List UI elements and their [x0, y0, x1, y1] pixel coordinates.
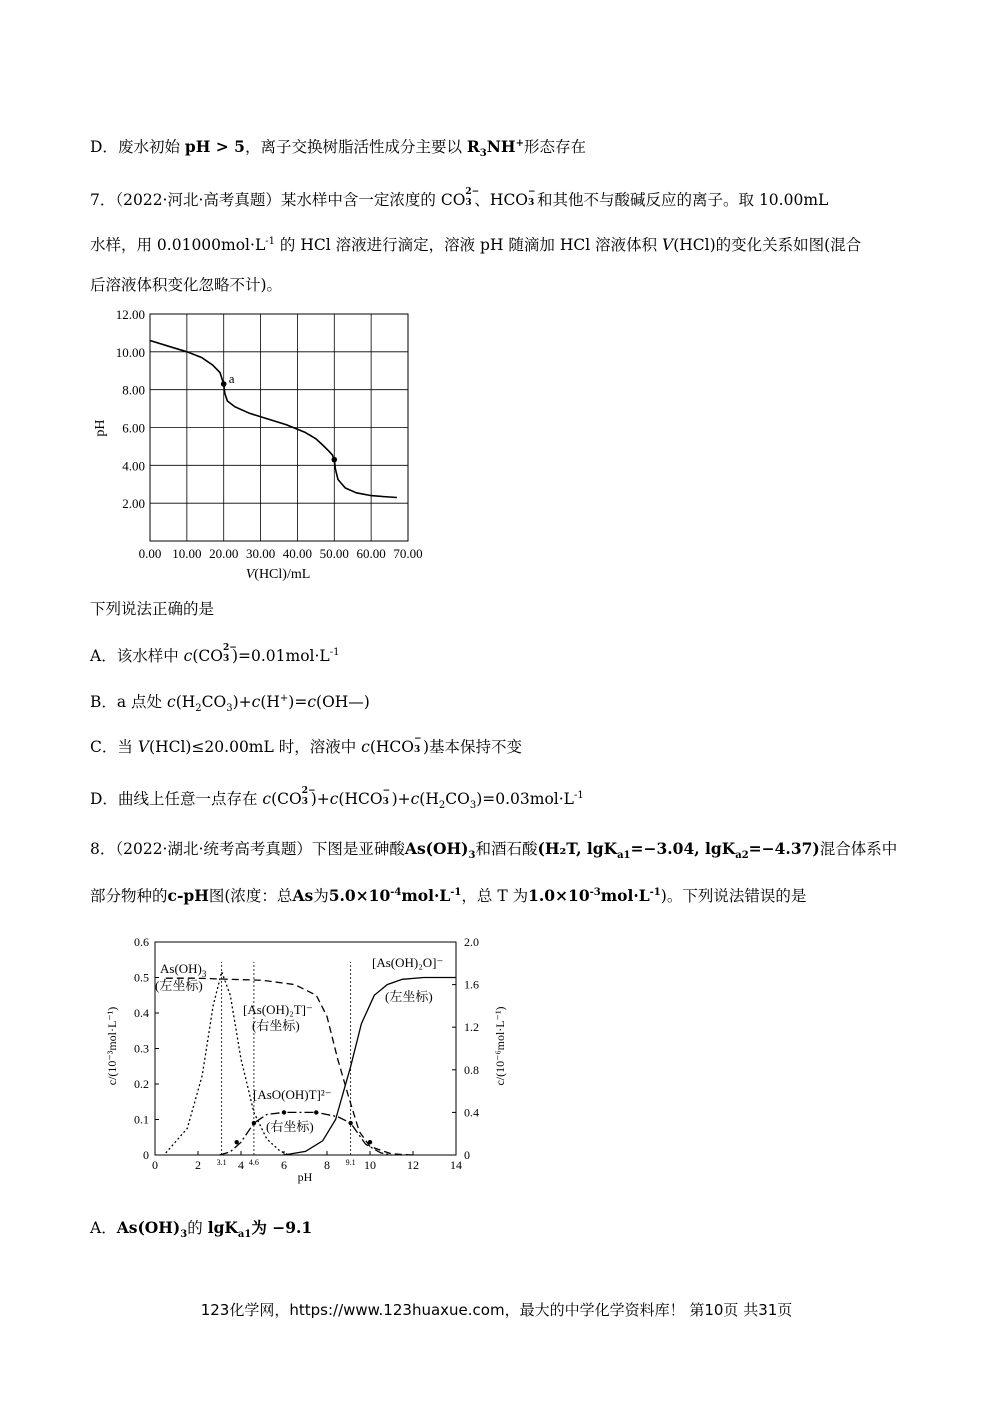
chart2-xtick-extra: 4.6: [248, 1158, 259, 1167]
label-asoh2o-axis: (左坐标): [385, 989, 433, 1004]
titration-chart: [90, 300, 440, 590]
chart2-xtick: 0: [152, 1158, 158, 1172]
q7-option-a: A．该水样中 c(CO 2− 3 )$=0.01mol\cdot L^{-1}$: [90, 643, 340, 665]
chart2-ylabel-right: c/(10⁻⁶mol·L⁻¹): [493, 1006, 507, 1086]
chart1-xlabel: V(HCl)/mL: [245, 567, 311, 582]
chart2-xtick: 10: [364, 1158, 376, 1172]
q7-option-b: B．a 点处 $c(H_2CO_3)+c(H^+)=c(OH—)$: [90, 692, 370, 715]
chart1-point: [221, 381, 227, 387]
chart2-ytick-right: 1.6: [464, 977, 479, 992]
chart1-xtick: 10.00: [172, 546, 202, 561]
chart2-xtick: 2: [195, 1158, 201, 1172]
chart1-ytick: 6.00: [122, 420, 145, 436]
chart2-ytick-left: 0.6: [134, 935, 149, 949]
label-asooht: [AsO(OH)T]²⁻: [253, 1087, 332, 1102]
chart2-xtick: 4: [238, 1158, 244, 1172]
chart2-point: [252, 1121, 256, 1125]
chart1-xtick: 50.00: [319, 546, 349, 561]
chart2-xtick-extra: 9.1: [345, 1158, 356, 1167]
q7-stem-line3: 后溶液体积变化忽略不计)。: [90, 276, 283, 294]
chart1-ytick: 2.00: [122, 496, 145, 512]
chart1-xtick: 40.00: [282, 546, 313, 561]
chart2-xtick: 14: [450, 1158, 462, 1172]
chart2-ytick-right: 0.8: [464, 1062, 479, 1077]
q8-stem-line2: 部分物种的c-pH图(浓度：总As为$5.0\times 10^{-4}mol\cdot L^{-1}$，总 T 为$1.0\times 10^{-3}mol\cdot L^{-1}$)。下列说法错误的是: [90, 886, 807, 905]
chart2-ytick-left: 0.1: [134, 1112, 149, 1127]
q7-question: 下列说法正确的是: [90, 600, 215, 618]
q7-stem-line2: 水样，用 $0.01000mol\cdot L^{-1}$ 的 HCl 溶液进行滴定，溶液 pH 随滴加 HCl 溶液体积 V(HCl)的变化关系如图(混合: [90, 235, 862, 254]
chart2-xlabel: pH: [297, 1170, 313, 1184]
label-asoh2t: [As(OH)₂T]⁻: [243, 1002, 313, 1017]
q7-stem-line1: 7．（2022·河北·高考真题）某水样中含一定浓度的 CO 2− 3 、HCO − 3 和其他不与酸碱反应的离子。取 10.00mL: [90, 187, 829, 209]
chart1-ytick: 8.00: [122, 382, 145, 398]
chart1-xtick: 30.00: [245, 546, 276, 561]
chart2-point: [282, 1110, 286, 1114]
label-asooht-axis: (右坐标): [266, 1119, 314, 1134]
chart1-point-label: a: [228, 370, 235, 386]
chart1-xtick: 0.00: [138, 546, 162, 561]
chart2-ytick-left: 0.5: [134, 970, 149, 985]
label-asoh2o: [As(OH)₂O]⁻: [372, 955, 444, 970]
label-asoh2t-axis: (右坐标): [252, 1018, 300, 1033]
chart1-ytick: 12.00: [115, 307, 145, 322]
chart2-ytick-right: 2.0: [464, 935, 479, 949]
page-footer: 123化学网，https://www.123huaxue.com，最大的中学化学资料库！ 第10页 共31页: [200, 1301, 793, 1319]
chart2-ytick-left: 0.3: [134, 1041, 149, 1056]
chart2-point: [314, 1110, 318, 1114]
chart1-ytick: 4.00: [122, 458, 145, 474]
label-asoh3-axis: (左坐标): [155, 978, 203, 993]
chart2-ytick-right: 1.2: [464, 1020, 479, 1035]
chart1-ytick: 10.00: [115, 344, 145, 360]
label-asoh3: $As(OH)_3$: [160, 961, 207, 979]
chart1-ylabel: pH: [93, 419, 108, 437]
chart2-point: [348, 1121, 352, 1125]
q8-option-a: A．$As(OH)_3$的 lgK$_{a1}$为 −9.1: [90, 1218, 313, 1241]
q8-stem-line1: 8．（2022·湖北·统考高考真题）下图是亚砷酸$As(OH)_3$和酒石酸(H₂T, lgK$_{a1}$=−3.04, lgK$_{a2}$=−4.37)混合体系中: [90, 839, 898, 862]
chart2-ylabel-left: c/(10⁻³mol·L⁻¹): [105, 1006, 119, 1086]
c-ph-chart: [100, 928, 520, 1190]
chart2-xtick: 12: [407, 1158, 419, 1172]
chart2-ytick-left: 0.2: [134, 1077, 149, 1091]
q7-option-c: C．当 V(HCl)≤20.00mL 时，溶液中 c(HCO − 3 )基本保持不变: [90, 734, 523, 756]
chart1-point: [331, 457, 337, 463]
q7-option-d: D．曲线上任意一点存在 c(CO 2− 3 )+c(HCO − 3 )$+c(H_2CO_3)=0.03mol\cdot L^{-1}$: [90, 786, 584, 812]
chart2-point: [368, 1140, 372, 1144]
chart2-ytick-right: 0.4: [464, 1105, 479, 1120]
chart2-xtick: 6: [281, 1158, 287, 1172]
chart1-xtick: 20.00: [209, 546, 239, 561]
chart2-ytick-right: 0: [464, 1148, 470, 1162]
chart2-xtick-extra: 3.1: [216, 1158, 227, 1167]
chart1-xtick: 60.00: [356, 546, 386, 561]
chart2-point: [235, 1140, 239, 1144]
chart1-xtick: 70.00: [393, 546, 423, 561]
chart2-ytick-left: 0.4: [134, 1006, 149, 1020]
q6-option-d: D．废水初始 pH > 5，离子交换树脂活性成分主要以 $R_3NH^+$形态存在: [90, 137, 586, 160]
chart2-xtick: 8: [324, 1158, 330, 1172]
chart2-ytick-left: 0: [143, 1148, 149, 1162]
